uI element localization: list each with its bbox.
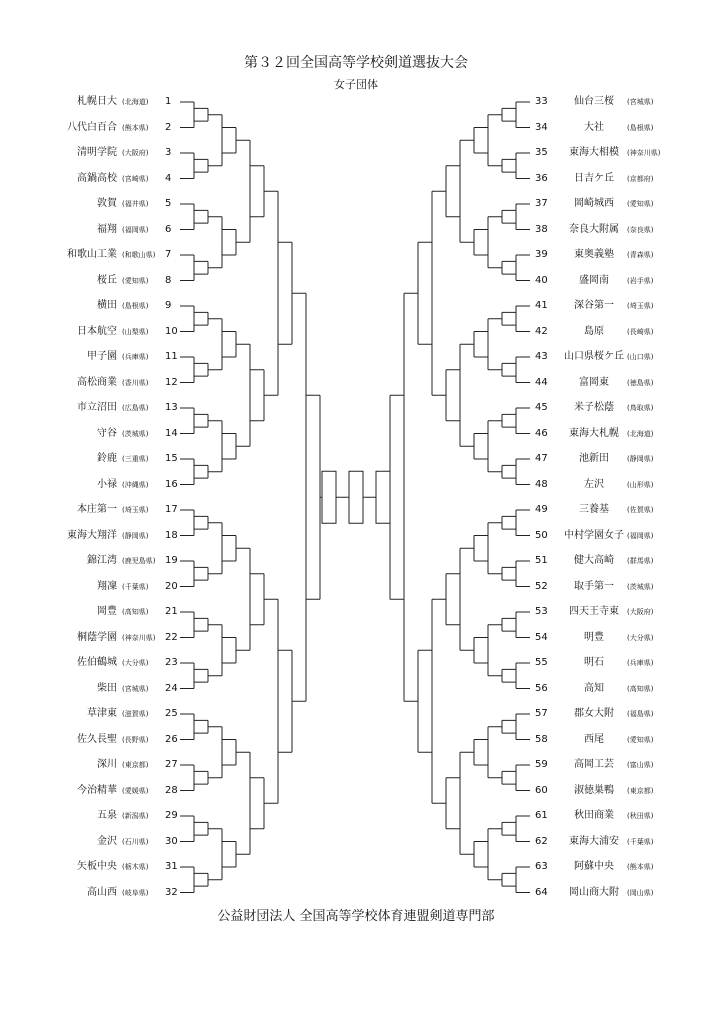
bracket-entry [532, 452, 712, 466]
bracket-entry [0, 121, 180, 135]
bracket-entry [532, 809, 712, 823]
bracket-entry [0, 580, 180, 594]
entry-number: 55 [535, 657, 548, 668]
entry-number: 64 [535, 886, 548, 898]
school-name: 阿蘇中央 [574, 861, 614, 872]
prefecture-label: (奈良県) [627, 225, 654, 234]
school-name: 左沢 [584, 478, 604, 490]
entry-number: 56 [535, 682, 548, 694]
entry-number: 36 [535, 172, 548, 184]
bracket-entry [532, 478, 712, 492]
prefecture-label: (石川県) [122, 837, 149, 846]
bracket-entry [532, 707, 712, 721]
school-name: 本庄第一 [77, 504, 117, 515]
bracket-entry [0, 886, 180, 900]
entry-number: 57 [535, 708, 548, 719]
prefecture-label: (長野県) [122, 735, 149, 744]
school-name: 佐伯鶴城 [77, 657, 117, 668]
prefecture-label: (岡山県) [627, 888, 654, 897]
prefecture-label: (茨城県) [627, 582, 654, 591]
school-name: 岡山商大附 [569, 886, 619, 898]
prefecture-label: (埼玉県) [122, 506, 149, 514]
bracket-entry [0, 146, 180, 160]
school-name: 岡豊 [97, 606, 117, 617]
entry-number: 29 [165, 810, 178, 821]
entry-number: 43 [535, 351, 548, 362]
bracket-entry [0, 682, 180, 696]
school-name: 奈良大附属 [569, 223, 619, 235]
school-name: 日吉ケ丘 [574, 172, 614, 184]
bracket-entry [0, 554, 180, 568]
entry-number: 21 [165, 606, 178, 617]
prefecture-label: (大分県) [627, 633, 654, 642]
bracket-entry [532, 427, 712, 441]
school-name: 佐久長聖 [77, 733, 117, 745]
school-name: 健大高崎 [574, 555, 614, 566]
prefecture-label: (沖縄県) [122, 480, 149, 489]
entry-number: 30 [165, 835, 178, 847]
prefecture-label: (神奈川県) [122, 633, 156, 642]
school-name: 清明学院 [77, 147, 117, 158]
prefecture-label: (山口県) [627, 353, 654, 361]
school-name: 米子松蔭 [574, 402, 614, 413]
bracket-entry [532, 299, 712, 313]
prefecture-label: (兵庫県) [627, 659, 654, 667]
school-name: 札幌日大 [77, 96, 117, 107]
entry-number: 1 [165, 96, 172, 107]
prefecture-label: (和歌山県) [122, 251, 156, 259]
entry-number: 35 [535, 147, 548, 158]
school-name: 高岡工芸 [574, 759, 614, 770]
entry-number: 49 [535, 504, 548, 515]
bracket-entry [532, 146, 712, 160]
entry-number: 13 [165, 402, 178, 413]
prefecture-label: (長崎県) [627, 327, 654, 336]
entry-number: 23 [165, 657, 178, 668]
school-name: 桜丘 [97, 274, 117, 286]
entry-number: 2 [165, 121, 172, 133]
bracket-entry [532, 503, 712, 517]
entry-number: 47 [535, 453, 548, 464]
bracket-entry [0, 401, 180, 415]
prefecture-label: (北海道) [122, 98, 149, 106]
school-name: 西尾 [584, 733, 604, 745]
bracket-entry [532, 248, 712, 262]
prefecture-label: (愛知県) [122, 276, 149, 285]
school-name: 仙台三桜 [574, 96, 614, 107]
prefecture-label: (青森県) [627, 251, 654, 259]
bracket-entry [0, 274, 180, 288]
school-name: 五泉 [97, 810, 117, 821]
prefecture-label: (宮崎県) [122, 174, 149, 183]
entry-number: 12 [165, 376, 178, 388]
bracket-entry [532, 325, 712, 339]
bracket-entry [0, 452, 180, 466]
prefecture-label: (鹿児島県) [122, 557, 156, 565]
bracket-entry [532, 529, 712, 543]
prefecture-label: (神奈川県) [627, 149, 661, 157]
school-name: 福翔 [97, 223, 117, 235]
prefecture-label: (富山県) [627, 761, 654, 769]
school-name: 岡崎城西 [574, 198, 614, 209]
entry-number: 4 [165, 172, 172, 184]
prefecture-label: (徳島県) [627, 378, 654, 387]
entry-number: 63 [535, 861, 548, 872]
bracket-entry [0, 95, 180, 109]
bracket-entry [0, 529, 180, 543]
school-name: 東海大浦安 [569, 835, 619, 847]
school-name: 翔凜 [97, 580, 117, 592]
school-name: 郡女大附 [574, 708, 614, 719]
bracket-entry [532, 758, 712, 772]
bracket-entry [0, 172, 180, 186]
prefecture-label: (埼玉県) [627, 302, 654, 310]
school-name: 金沢 [97, 835, 117, 847]
entry-number: 58 [535, 733, 548, 745]
school-name: 市立沼田 [77, 402, 117, 413]
entry-number: 44 [535, 376, 548, 388]
school-name: 今治精華 [77, 784, 117, 796]
bracket-entry [532, 121, 712, 135]
entry-number: 33 [535, 96, 548, 107]
entry-number: 10 [165, 325, 178, 337]
school-name: 富岡東 [579, 376, 609, 388]
bracket-entry [532, 223, 712, 237]
bracket-entry [0, 656, 180, 670]
prefecture-label: (鳥取県) [627, 404, 654, 412]
prefecture-label: (島根県) [122, 302, 149, 310]
bracket-entry [532, 682, 712, 696]
prefecture-label: (静岡県) [122, 531, 149, 540]
prefecture-label: (北海道) [627, 429, 654, 438]
prefecture-label: (福岡県) [122, 225, 149, 234]
entry-number: 24 [165, 682, 178, 694]
entry-number: 14 [165, 427, 178, 439]
entry-number: 42 [535, 325, 548, 337]
prefecture-label: (高知県) [122, 608, 149, 616]
prefecture-label: (岩手県) [627, 276, 654, 285]
bracket-entry [0, 325, 180, 339]
bracket-entry [532, 860, 712, 874]
entry-number: 51 [535, 555, 548, 566]
school-name: 東奥義塾 [574, 249, 614, 260]
prefecture-label: (新潟県) [122, 812, 149, 820]
school-name: 大社 [584, 121, 604, 133]
prefecture-label: (秋田県) [627, 812, 654, 820]
entry-number: 5 [165, 198, 172, 209]
bracket-entry [532, 886, 712, 900]
school-name: 東海大相模 [569, 147, 619, 158]
entry-number: 39 [535, 249, 548, 260]
school-name: 山口県桜ケ丘 [564, 351, 624, 362]
school-name: 明石 [584, 657, 604, 668]
entry-number: 50 [535, 529, 548, 541]
page-footer: 公益財団法人 全国高等学校体育連盟剣道専門部 [217, 909, 495, 924]
prefecture-label: (群馬県) [627, 557, 654, 565]
prefecture-label: (千葉県) [627, 837, 654, 846]
prefecture-label: (熊本県) [122, 123, 149, 132]
school-name: 深谷第一 [574, 300, 614, 311]
entry-number: 22 [165, 631, 178, 643]
school-name: 守谷 [97, 427, 117, 439]
prefecture-label: (宮城県) [627, 98, 654, 106]
entry-number: 46 [535, 427, 548, 439]
school-name: 高知 [584, 682, 604, 694]
bracket-entry [532, 605, 712, 619]
school-name: 矢板中央 [77, 861, 117, 872]
bracket-entry [532, 784, 712, 798]
prefecture-label: (栃木県) [122, 863, 149, 871]
prefecture-label: (香川県) [122, 378, 149, 387]
school-name: 東海大翔洋 [67, 529, 117, 541]
school-name: 深川 [97, 759, 117, 770]
school-name: 中村学園女子 [564, 529, 624, 541]
school-name: 和歌山工業 [67, 249, 117, 260]
school-name: 取手第一 [574, 580, 614, 592]
entry-number: 20 [165, 580, 178, 592]
entry-number: 6 [165, 223, 172, 235]
entry-number: 53 [535, 606, 548, 617]
prefecture-label: (山梨県) [122, 327, 149, 336]
entry-number: 11 [165, 351, 178, 362]
bracket-entry [532, 554, 712, 568]
bracket-entry [0, 605, 180, 619]
entry-number: 28 [165, 784, 178, 796]
entry-number: 9 [165, 300, 172, 311]
bracket-entry [0, 503, 180, 517]
school-name: 淑徳巣鴨 [574, 784, 614, 796]
prefecture-label: (愛媛県) [122, 786, 149, 795]
prefecture-label: (島根県) [627, 123, 654, 132]
school-name: 桐蔭学園 [77, 631, 117, 643]
entry-number: 32 [165, 886, 178, 898]
page-subtitle: 女子団体 [334, 78, 378, 91]
school-name: 明豊 [584, 631, 604, 643]
entry-number: 15 [165, 453, 178, 464]
school-name: 草津東 [87, 708, 117, 719]
bracket-entry [0, 784, 180, 798]
prefecture-label: (広島県) [122, 404, 149, 412]
page-title: 第３２回全国高等学校剣道選抜大会 [244, 55, 468, 71]
school-name: 八代白百合 [67, 121, 117, 133]
bracket-entry [0, 707, 180, 721]
bracket-entry [532, 350, 712, 364]
school-name: 島原 [584, 325, 604, 337]
entry-number: 26 [165, 733, 178, 745]
prefecture-label: (京都府) [627, 174, 654, 183]
entry-number: 27 [165, 759, 178, 770]
school-name: 秋田商業 [574, 810, 614, 821]
bracket-entry [0, 835, 180, 849]
bracket-entry [532, 580, 712, 594]
entry-number: 52 [535, 580, 548, 592]
prefecture-label: (山形県) [627, 480, 654, 489]
prefecture-label: (東京都) [122, 761, 149, 769]
entry-number: 61 [535, 810, 548, 821]
school-name: 敦賀 [97, 198, 117, 209]
bracket-entry [532, 376, 712, 390]
entry-number: 62 [535, 835, 548, 847]
school-name: 横田 [97, 300, 117, 311]
prefecture-label: (千葉県) [122, 582, 149, 591]
school-name: 高松商業 [77, 376, 117, 388]
prefecture-label: (三重県) [122, 455, 149, 463]
bracket-entry [0, 809, 180, 823]
prefecture-label: (東京都) [627, 786, 654, 795]
prefecture-label: (愛知県) [627, 200, 654, 208]
entry-number: 45 [535, 402, 548, 413]
prefecture-label: (茨城県) [122, 429, 149, 438]
bracket-entry [0, 376, 180, 390]
prefecture-label: (福岡県) [627, 531, 654, 540]
school-name: 小禄 [97, 478, 117, 490]
prefecture-label: (福井県) [122, 200, 149, 208]
prefecture-label: (大阪府) [122, 149, 149, 157]
bracket-entry [532, 95, 712, 109]
bracket-entry [0, 860, 180, 874]
entry-number: 37 [535, 198, 548, 209]
prefecture-label: (大阪府) [627, 608, 654, 616]
bracket-entry [532, 197, 712, 211]
entry-number: 16 [165, 478, 178, 490]
entry-number: 31 [165, 861, 178, 872]
bracket-entry [0, 197, 180, 211]
entry-number: 17 [165, 504, 178, 515]
school-name: 鈴鹿 [97, 453, 117, 464]
entry-number: 3 [165, 147, 172, 158]
entry-number: 40 [535, 274, 548, 286]
prefecture-label: (高知県) [627, 684, 654, 693]
entry-number: 59 [535, 759, 548, 770]
bracket-entry [532, 631, 712, 645]
bracket-entry [0, 478, 180, 492]
school-name: 高鍋高校 [77, 172, 117, 184]
bracket-entry [532, 733, 712, 747]
entry-number: 54 [535, 631, 548, 643]
school-name: 東海大札幌 [569, 427, 619, 439]
prefecture-label: (愛知県) [627, 735, 654, 744]
bracket-entry [0, 427, 180, 441]
school-name: 日本航空 [77, 325, 117, 337]
entry-number: 18 [165, 529, 178, 541]
school-name: 三養基 [579, 504, 609, 515]
school-name: 甲子園 [87, 351, 117, 362]
entry-number: 19 [165, 555, 178, 566]
bracket-entry [532, 835, 712, 849]
entry-number: 48 [535, 478, 548, 490]
prefecture-label: (佐賀県) [627, 506, 654, 514]
prefecture-label: (宮城県) [122, 684, 149, 693]
entry-number: 60 [535, 784, 548, 796]
bracket-entry [0, 758, 180, 772]
prefecture-label: (福島県) [627, 710, 654, 718]
entry-number: 41 [535, 300, 548, 311]
prefecture-label: (静岡県) [627, 455, 654, 463]
prefecture-label: (岐阜県) [122, 888, 149, 897]
prefecture-label: (大分県) [122, 659, 149, 667]
school-name: 錦江湾 [87, 555, 117, 566]
bracket-entry [532, 274, 712, 288]
bracket-entry [0, 223, 180, 237]
school-name: 高山西 [87, 886, 117, 898]
entry-number: 38 [535, 223, 548, 235]
bracket-entry [0, 299, 180, 313]
school-name: 四天王寺東 [569, 606, 619, 617]
bracket-entry [0, 350, 180, 364]
bracket-entry [532, 656, 712, 670]
school-name: 池新田 [579, 453, 609, 464]
prefecture-label: (滋賀県) [122, 710, 149, 718]
entry-number: 25 [165, 708, 178, 719]
entry-number: 34 [535, 121, 548, 133]
prefecture-label: (熊本県) [627, 863, 654, 871]
bracket-entry [532, 172, 712, 186]
bracket-entry [532, 401, 712, 415]
school-name: 柴田 [97, 682, 117, 694]
bracket-entry [0, 248, 180, 262]
entry-number: 7 [165, 249, 172, 260]
entry-number: 8 [165, 274, 172, 286]
bracket-entry [0, 733, 180, 747]
bracket-entry [0, 631, 180, 645]
prefecture-label: (兵庫県) [122, 353, 149, 361]
school-name: 盛岡南 [579, 274, 609, 286]
